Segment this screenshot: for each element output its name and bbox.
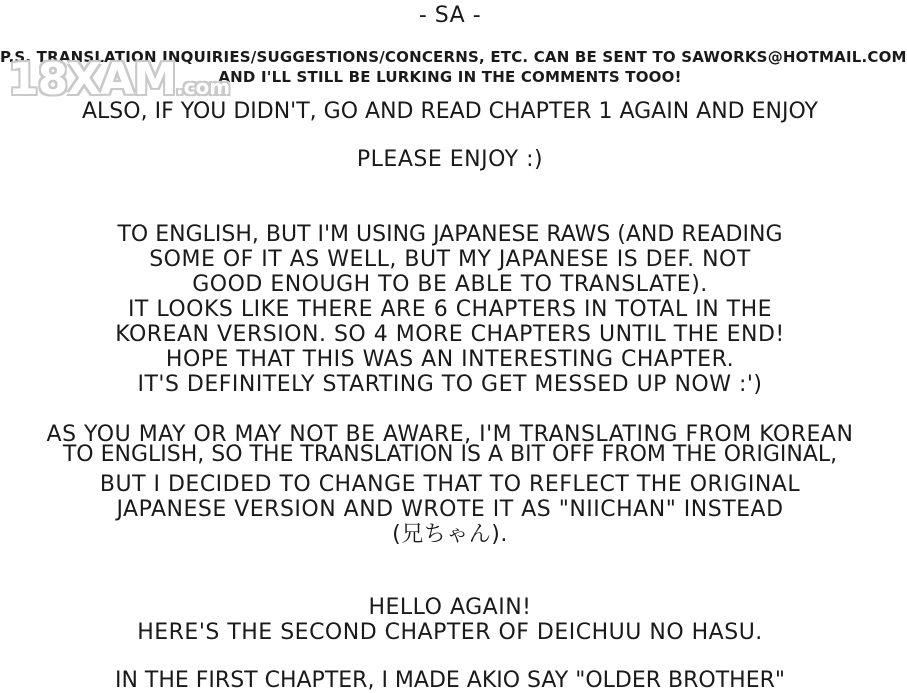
- paragraph-line-4: KOREAN VERSION. SO 4 MORE CHAPTERS UNTIL THE END!: [115, 322, 785, 347]
- korean-line-3: JAPANESE VERSION AND WROTE IT AS "NIICHAN" INSTEAD: [116, 497, 784, 522]
- korean-line-0: AS YOU MAY OR MAY NOT BE AWARE, I'M TRANSLATING FROM KOREAN: [46, 422, 854, 447]
- hello-line-1: HERE'S THE SECOND CHAPTER OF DEICHUU NO HASU.: [137, 620, 763, 645]
- watermark-text: 18: [8, 54, 68, 105]
- korean-line-2: BUT I DECIDED TO CHANGE THAT TO REFLECT THE ORIGINAL: [99, 472, 801, 497]
- paragraph-line-5: HOPE THAT THIS WAS AN INTERESTING CHAPTER.: [165, 347, 735, 372]
- paragraph-line-0: TO ENGLISH, BUT I'M USING JAPANESE RAWS (AND READING: [117, 222, 783, 247]
- watermark-text2: XAM: [67, 54, 176, 105]
- bottom-cut-line: IN THE FIRST CHAPTER, I MADE AKIO SAY "OLDER BROTHER": [114, 668, 786, 693]
- korean-line-4: (兄ちゃん).: [392, 522, 508, 547]
- please-enjoy-line: PLEASE ENJOY :): [356, 147, 544, 172]
- paragraph-line-2: GOOD ENOUGH TO BE ABLE TO TRANSLATE).: [192, 272, 708, 297]
- ps-line-2: AND I'LL STILL BE LURKING IN THE COMMENTS TOOO!: [218, 68, 682, 86]
- ps-line-1: P.S. TRANSLATION INQUIRIES/SUGGESTIONS/CONCERNS, ETC. CAN BE SENT TO SAWORKS@HOTMAIL.COM: [0, 48, 907, 66]
- korean-line-1: TO ENGLISH, SO THE TRANSLATION IS A BIT OFF FROM THE ORIGINAL,: [62, 442, 838, 467]
- hello-line-0: HELLO AGAIN!: [368, 595, 532, 620]
- paragraph-line-6: IT'S DEFINITELY STARTING TO GET MESSED UP NOW :'): [137, 372, 763, 397]
- cut-line-top: [0, 99, 900, 125]
- paragraph-line-1: SOME OF IT AS WELL, BUT MY JAPANESE IS DEF. NOT: [149, 247, 751, 272]
- cut-line-top-text: ALSO, IF YOU DIDN'T, GO AND READ CHAPTER 1 AGAIN AND ENJOY: [82, 99, 818, 124]
- signature-line: - SA -: [418, 3, 482, 28]
- watermark-domain: .com: [176, 75, 231, 99]
- site-watermark: [8, 54, 231, 105]
- paragraph-line-3: IT LOOKS LIKE THERE ARE 6 CHAPTERS IN TOTAL IN THE: [127, 297, 773, 322]
